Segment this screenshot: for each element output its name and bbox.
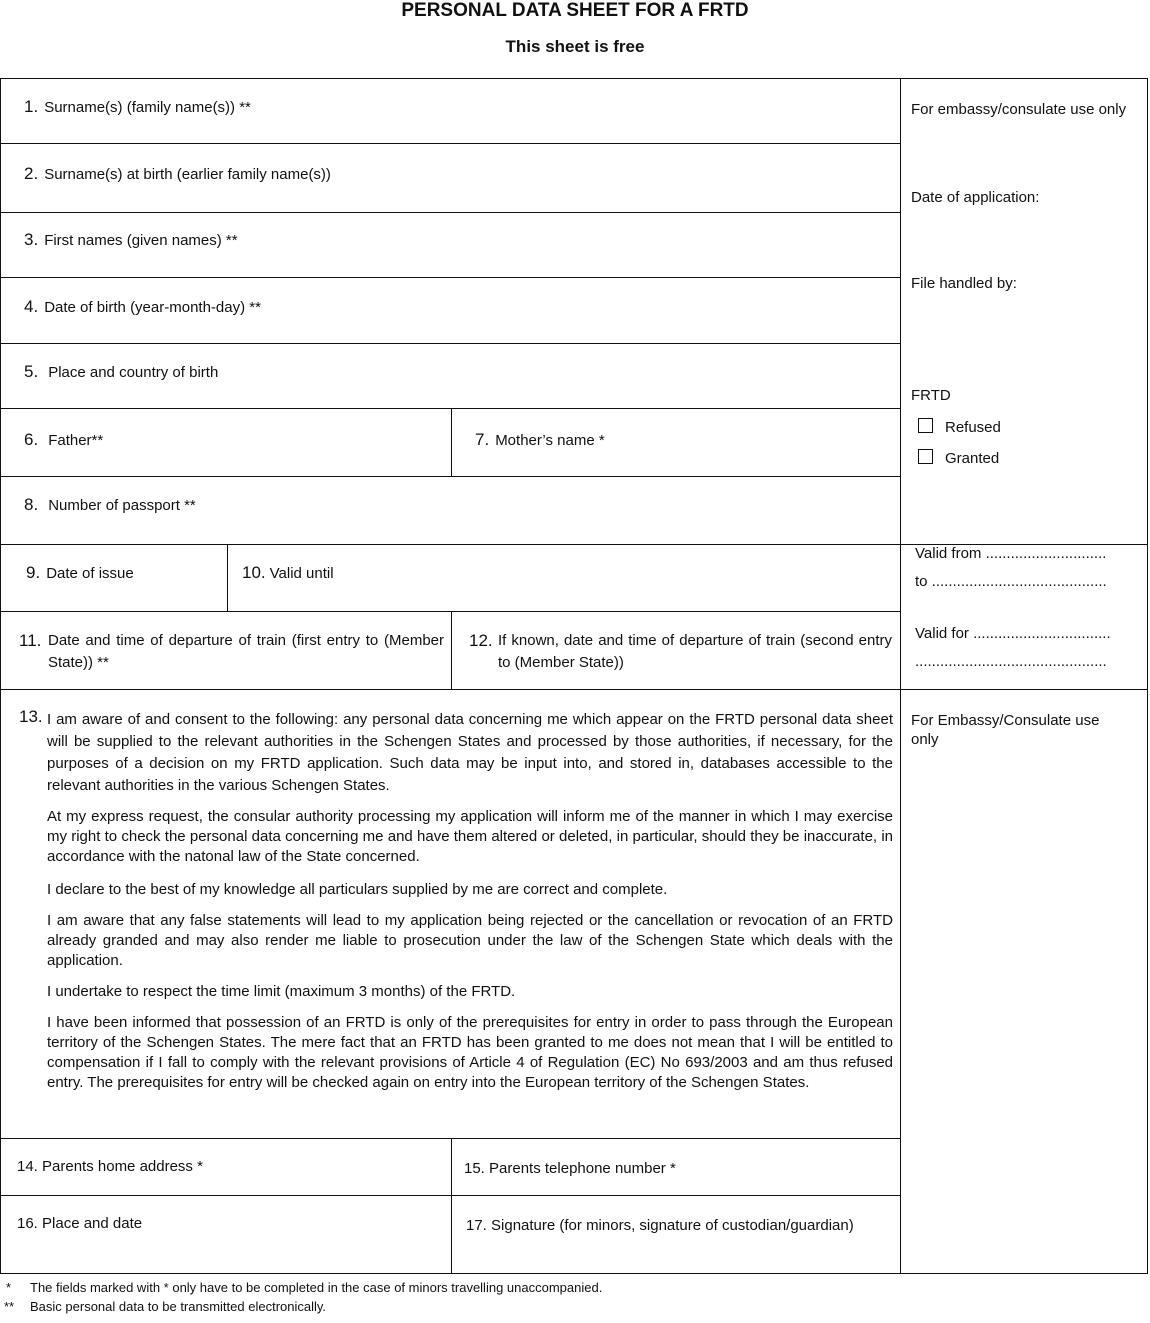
footnote-mark: **	[4, 1299, 15, 1314]
field-first-names[interactable]: 3. First names (given names) **	[24, 230, 238, 249]
row-divider	[0, 611, 900, 612]
field-passport-number[interactable]: 8. Number of passport **	[24, 495, 196, 514]
checkbox-icon[interactable]	[918, 449, 933, 464]
col-divider	[451, 611, 452, 689]
declaration-paragraph: At my express request, the consular authority processing my application will inform me of the manner in which I may exercise my right to check the personal data concerning me and have them altered or deleted, in particular, should they be inaccurate, in accordance with the natonal law of the State concerned.	[47, 808, 893, 865]
field-date-of-birth[interactable]: 4. Date of birth (year-month-day) **	[24, 297, 261, 316]
row-divider	[0, 1195, 900, 1196]
field-valid-until[interactable]: 10. Valid until	[242, 563, 334, 582]
checkbox-icon[interactable]	[918, 418, 933, 433]
sidebar-divider	[900, 78, 901, 1274]
declaration-paragraph: I undertake to respect the time limit (maximum 3 months) of the FRTD.	[47, 983, 516, 1000]
row-divider	[0, 476, 900, 477]
footnote-minors: The fields marked with * only have to be completed in the case of minors travelling unaccompanied.	[30, 1280, 603, 1295]
valid-for-line: Valid for .................................	[915, 625, 1111, 642]
file-handled-label: File handled by:	[911, 275, 1017, 292]
footnote-basic-data: Basic personal data to be transmitted electronically.	[30, 1299, 327, 1314]
field-signature[interactable]: 17. Signature (for minors, signature of custodian/guardian)	[466, 1217, 854, 1234]
row-divider	[0, 143, 900, 144]
col-divider	[451, 408, 452, 476]
footnote-mark: *	[6, 1280, 12, 1295]
row-divider	[0, 277, 900, 278]
refused-option[interactable]: Refused	[918, 418, 1001, 437]
col-divider	[227, 544, 228, 611]
row-divider	[0, 212, 900, 213]
field-father[interactable]: 6. Father**	[24, 430, 104, 449]
declaration-paragraph: I declare to the best of my knowledge all particulars supplied by me are correct and complete.	[47, 881, 668, 898]
embassy-use-note-2: For Embassy/Consulate use only	[911, 712, 1100, 748]
form-frame	[0, 78, 1148, 1274]
embassy-use-note: For embassy/consulate use only	[911, 101, 1127, 118]
row-divider	[0, 1138, 900, 1139]
field-surname-at-birth[interactable]: 2. Surname(s) at birth (earlier family name(s))	[24, 164, 331, 183]
page-subtitle: This sheet is free	[505, 37, 645, 56]
frtd-label: FRTD	[911, 387, 951, 404]
page-title: PERSONAL DATA SHEET FOR A FRTD	[401, 0, 749, 21]
date-of-application-label: Date of application:	[911, 189, 1040, 206]
field-parents-address[interactable]: 14. Parents home address *	[17, 1158, 203, 1175]
declaration-paragraph: I am aware of and consent to the following: any personal data concerning me which appear on the FRTD personal data sheet will be supplied to the relevant authorities in the Schengen States and processed by those authorities, if necessary, for the purposes of a decision on my FRTD application. Such data may be input into, and stored in, databases accessible to the relevant authorities in the various Schengen States.	[47, 711, 893, 794]
row-divider	[0, 689, 1148, 690]
field-place-of-birth[interactable]: 5. Place and country of birth	[24, 362, 219, 381]
col-divider	[451, 1138, 452, 1274]
declaration-paragraph: I am aware that any false statements will lead to my application being rejected or the cancellation or revocation of an FRTD already granded and may also render me liable to prosecution under the law of the Schengen State which deals with the application.	[47, 912, 893, 969]
field-parents-phone[interactable]: 15. Parents telephone number *	[464, 1160, 676, 1177]
valid-from-line: Valid from .............................	[915, 545, 1107, 562]
row-divider	[0, 408, 900, 409]
row-divider	[0, 343, 900, 344]
granted-option[interactable]: Granted	[918, 449, 999, 468]
valid-for-continuation: ..............................................	[915, 653, 1107, 670]
field-place-and-date[interactable]: 16. Place and date	[17, 1215, 143, 1232]
field-mother[interactable]: 7. Mother’s name *	[475, 430, 605, 449]
field-surname[interactable]: 1. Surname(s) (family name(s)) **	[24, 97, 251, 116]
valid-to-line: to ..........................................	[915, 573, 1107, 590]
declaration-paragraph: I have been informed that possession of an FRTD is only of the prerequisites for entry in order to pass through the European territory of the Schengen States. The mere fact that an FRTD has been granted to me does not mean that I will be entitled to compensation if I fall to comply with the relevant provisions of Article 4 of Regulation (EC) No 693/2003 and am thus refused entry. The prerequisites for entry will be checked again on entry into the European territory of the Schengen States.	[47, 1014, 893, 1091]
field-date-of-issue[interactable]: 9. Date of issue	[26, 563, 134, 582]
declaration-number: 13.	[19, 707, 43, 726]
